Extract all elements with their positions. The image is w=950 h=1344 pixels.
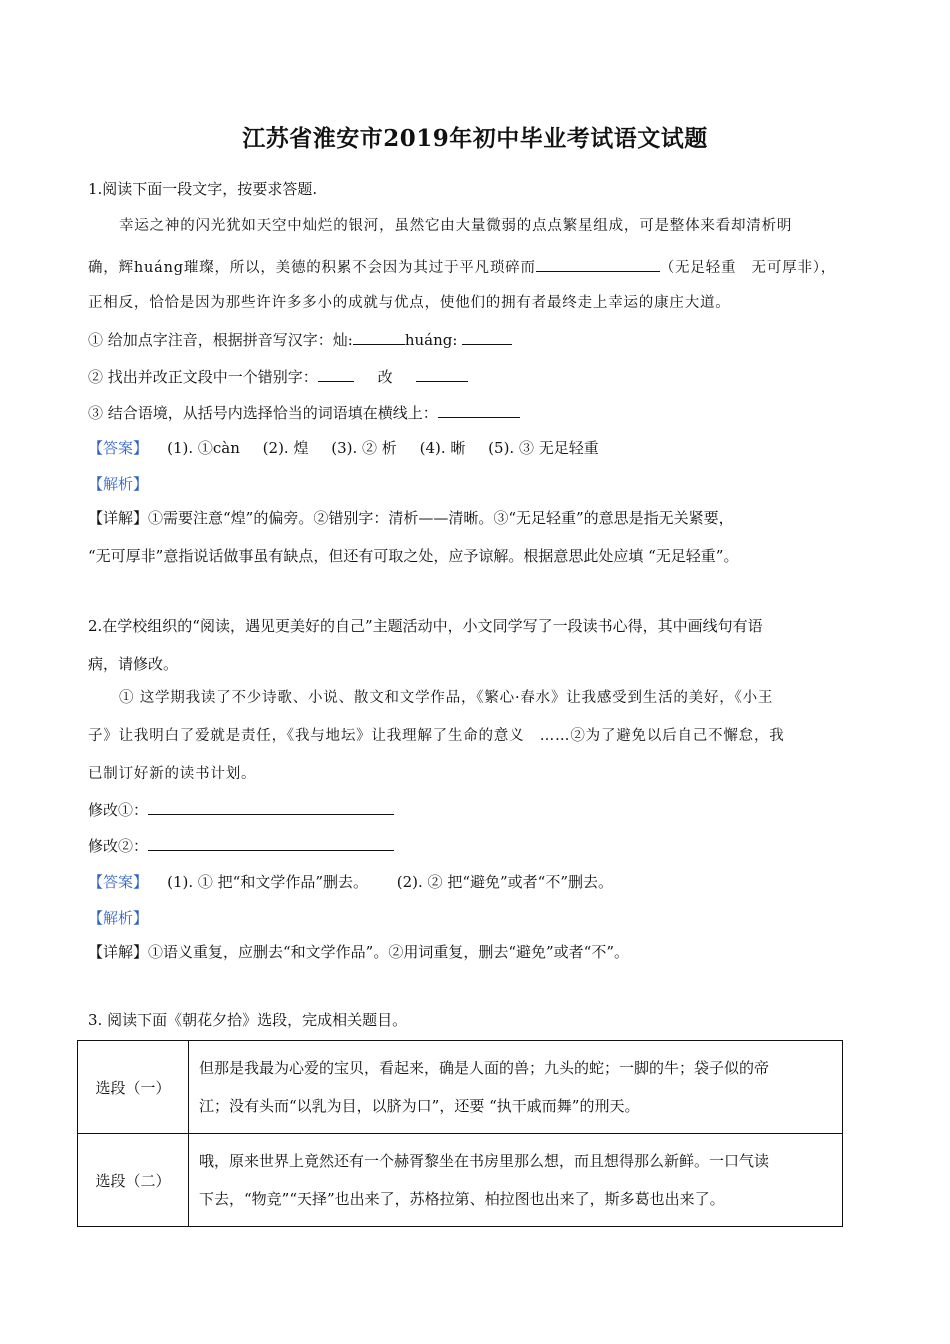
- analysis-tag: 【解析】: [88, 475, 149, 493]
- table-row: [78, 1134, 843, 1227]
- q1-sub1-blank-2[interactable]: [462, 328, 512, 345]
- q1-sub3-text: ③ 结合语境，从括号内选择恰当的词语填在横线上：: [88, 404, 438, 422]
- answer-item: (4). 晰: [419, 439, 466, 457]
- q1-sub1-blank-1[interactable]: [353, 328, 405, 345]
- q2-fix1-blank[interactable]: [148, 798, 394, 815]
- q1-sub3-blank[interactable]: [438, 401, 520, 418]
- q2-fix1: [88, 798, 394, 820]
- q2-passage-line: ① 这学期我读了不少诗歌、小说、散文和文学作品，《繁心·春水》让我感受到生活的美好，《小王: [119, 690, 774, 706]
- excerpt-table: [77, 1040, 843, 1227]
- q2-stem-line: 病，请修改。: [88, 655, 179, 673]
- q1-sub1-text: ① 给加点字注音，根据拼音写汉字：灿:: [88, 331, 353, 349]
- q1-sub3: [88, 401, 520, 423]
- q1-sub2-text: 改: [377, 368, 393, 386]
- q1-passage-line: [88, 255, 836, 278]
- q1-sub2-blank-2[interactable]: [416, 365, 468, 382]
- q2-detail: 【详解】①语义重复，应删去“和文学作品”。②用词重复，删去“避免”或者“不”。: [88, 943, 630, 961]
- q2-fix2-label: 修改②：: [88, 837, 149, 855]
- answer-item: (1). ① 把“和文学作品”删去。: [167, 873, 368, 891]
- q2-passage-line: 子》让我明白了爱就是责任，《我与地坛》让我理解了生命的意义 ……②为了避免以后自己不懈怠，我: [88, 728, 785, 744]
- excerpt-label: 选段（一）: [78, 1041, 189, 1134]
- excerpt-text: [189, 1041, 843, 1134]
- excerpt-text: [189, 1134, 843, 1227]
- answer-tag: 【答案】: [88, 439, 149, 457]
- answer-item: (2). 煌: [262, 439, 309, 457]
- excerpt-line: 下去，“物竞”“天择”也出来了，苏格拉第、柏拉图也出来了，斯多葛也出来了。: [199, 1190, 725, 1208]
- q1-sub2-blank-1[interactable]: [318, 365, 354, 382]
- excerpt-line: 但那是我最为心爱的宝贝，看起来，确是人面的兽；九头的蛇；一脚的牛；袋子似的帝: [199, 1059, 770, 1077]
- q2-fix1-label: 修改①：: [88, 801, 149, 819]
- q3-stem: 3. 阅读下面《朝花夕拾》选段，完成相关题目。: [88, 1011, 408, 1029]
- answer-item: (3). ② 析: [331, 439, 397, 457]
- q2-stem-line: 2.在学校组织的“阅读，遇见更美好的自己”主题活动中，小文同学写了一段读书心得，其中画线句有语: [88, 617, 763, 635]
- analysis-tag: 【解析】: [88, 909, 149, 927]
- q1-detail-line: 【详解】①需要注意“煌”的偏旁。②错别字：清析——清晰。③“无足轻重”的意思是指无关紧要，: [88, 509, 734, 527]
- q2-passage-line: 已制订好新的读书计划。: [88, 766, 257, 782]
- answer-item: (5). ③ 无足轻重: [488, 439, 599, 457]
- q1-passage-line: 幸运之神的闪光犹如天空中灿烂的银河，虽然它由大量微弱的点点繁星组成，可是整体来看却清析明: [119, 218, 793, 234]
- answer-item: (2). ② 把“避免”或者“不”删去。: [396, 873, 613, 891]
- q1-passage-line: 正相反，恰恰是因为那些许许多多小的成就与优点，使他们的拥有者最终走上幸运的康庄大道。: [88, 295, 731, 311]
- q1-passage-text: 确，辉huáng璀璨，所以，美德的积累不会因为其过于平凡琐碎而: [88, 260, 536, 276]
- q1-answer: [88, 438, 617, 458]
- table-row: [78, 1041, 843, 1134]
- q1-detail-line: “无可厚非”意指说话做事虽有缺点，但还有可取之处，应予谅解。根据意思此处应填 “无足轻重”。: [88, 547, 739, 565]
- excerpt-label: 选段（二）: [78, 1134, 189, 1227]
- q2-fix2: [88, 834, 394, 856]
- q2-answer: [88, 872, 631, 892]
- q1-sub1-text: huáng:: [404, 331, 458, 349]
- answer-item: (1). ①càn: [167, 439, 240, 457]
- excerpt-line: 江；没有头而“以乳为目，以脐为口”，还要 “执干戚而舞”的刑天。: [199, 1097, 640, 1115]
- q2-fix2-blank[interactable]: [148, 834, 394, 851]
- q1-sub2-text: ② 找出并改正文段中一个错别字：: [88, 368, 318, 386]
- answer-tag: 【答案】: [88, 873, 149, 891]
- q1-fill-blank[interactable]: [536, 255, 660, 272]
- q1-stem: 1.阅读下面一段文字，按要求答题.: [88, 180, 318, 198]
- excerpt-line: 哦，原来世界上竟然还有一个赫胥黎坐在书房里那么想，而且想得那么新鲜。一口气读: [199, 1152, 770, 1170]
- q1-sub1: [88, 328, 512, 350]
- q1-sub2: [88, 365, 468, 387]
- page-title: 江苏省淮安市2019年初中毕业考试语文试题: [242, 125, 708, 152]
- q1-passage-text: （无足轻重 无可厚非），: [659, 260, 837, 276]
